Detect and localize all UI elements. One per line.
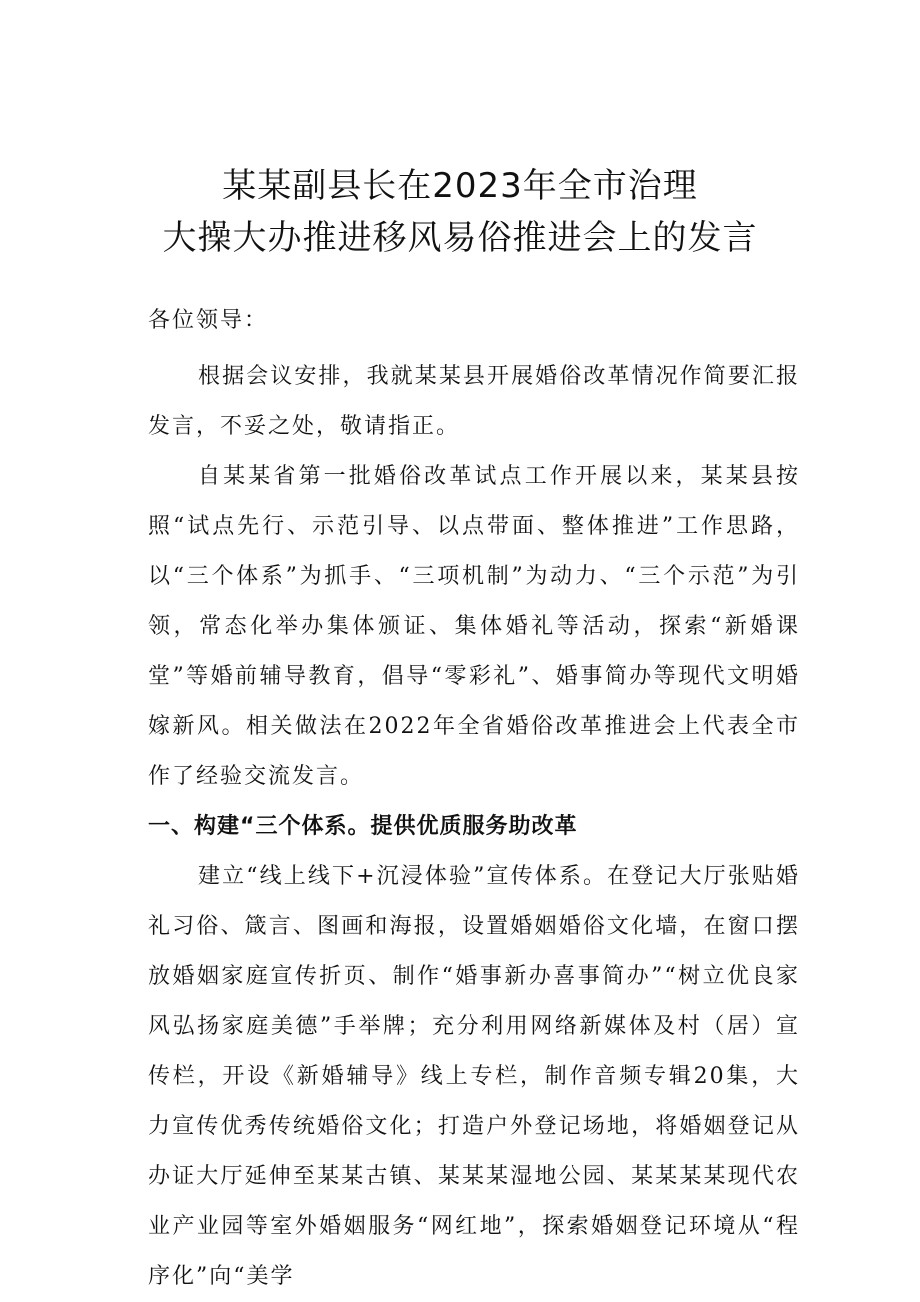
paragraph-intro: 根据会议安排，我就某某县开展婚俗改革情况作简要汇报发言，不妥之处，敬请指正。 bbox=[148, 364, 800, 439]
document-title bbox=[110, 160, 810, 264]
title-line-2: 大操大办推进移风易俗推进会上的发言 bbox=[162, 218, 758, 258]
section-heading: 一、构建“三个体系。提供优质服务助改革 bbox=[148, 814, 578, 839]
title-line-1: 某某副县长在2023年全市治理 bbox=[222, 166, 698, 206]
document-body bbox=[148, 296, 800, 1302]
paragraph-background: 自某某省第一批婚俗改革试点工作开展以来，某某县按照“试点先行、示范引导、以点带面、整体推进”工作思路，以“三个体系”为抓手、“三项机制”为动力、“三个示范”为引领，常态化举办集体颁证、集体婚礼等活动，探索“新婚课堂”等婚前辅导教育，倡导“零彩礼”、婚事简办等现代文明婚嫁新风。相关做法在2022年全省婚俗改革推进会上代表全市作了经验交流发言。 bbox=[148, 464, 800, 789]
salutation: 各位领导： bbox=[148, 308, 269, 333]
section-paragraph: 建立“线上线下+沉浸体验”宣传体系。在登记大厅张贴婚礼习俗、箴言、图画和海报，设置婚姻婚俗文化墙，在窗口摆放婚姻家庭宣传折页、制作“婚事新办喜事简办”“树立优良家风弘扬家庭美德”手举牌；充分利用网络新媒体及村（居）宣传栏，开设《新婚辅导》线上专栏，制作音频专辑20集，大力宣传优秀传统婚俗文化；打造户外登记场地，将婚姻登记从办证大厅延伸至某某古镇、某某某湿地公园、某某某某现代农业产业园等室外婚姻服务“网红地”，探索婚姻登记环境从“程序化”向“美学 bbox=[148, 864, 800, 1289]
